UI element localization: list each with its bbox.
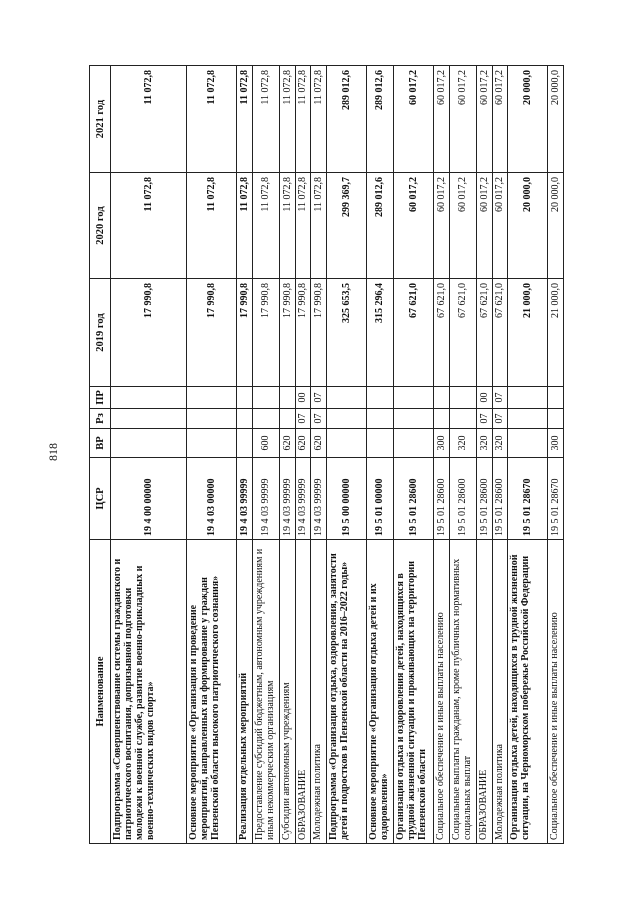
cell-vr: 320 bbox=[492, 429, 508, 458]
cell-rz bbox=[433, 409, 449, 429]
cell-pr: 00 bbox=[295, 387, 311, 409]
cell-csr: 19 4 03 00000 bbox=[186, 458, 236, 540]
cell-name: Молодежная политика bbox=[492, 540, 508, 844]
cell-2021: 20 000,0 bbox=[548, 66, 564, 173]
cell-2021: 60 017,2 bbox=[433, 66, 449, 173]
cell-name: ОБРАЗОВАНИЕ bbox=[295, 540, 311, 844]
cell-csr: 19 5 01 28600 bbox=[394, 458, 434, 540]
cell-csr: 19 5 01 28600 bbox=[476, 458, 492, 540]
table-row bbox=[548, 66, 564, 844]
cell-vr bbox=[186, 429, 236, 458]
cell-name: Реализация отдельных мероприятий bbox=[236, 540, 252, 844]
cell-2021: 11 072,8 bbox=[252, 66, 279, 173]
cell-2020: 60 017,2 bbox=[449, 173, 476, 279]
cell-name: Организация отдыха и оздоровления детей, находящихся в трудной жизненной ситуации и проживающих на территории Пензенской области bbox=[394, 540, 434, 844]
table-row bbox=[394, 66, 434, 844]
cell-2019: 315 296,4 bbox=[366, 279, 393, 387]
header-vr: ВР bbox=[90, 429, 111, 458]
header-2020: 2020 год bbox=[90, 173, 111, 279]
cell-csr: 19 5 01 28670 bbox=[548, 458, 564, 540]
cell-vr bbox=[236, 429, 252, 458]
cell-rz bbox=[279, 409, 295, 429]
cell-pr bbox=[186, 387, 236, 409]
cell-rz bbox=[366, 409, 393, 429]
table-row bbox=[327, 66, 367, 844]
cell-2019: 21 000,0 bbox=[548, 279, 564, 387]
cell-2020: 60 017,2 bbox=[492, 173, 508, 279]
cell-2021: 60 017,2 bbox=[492, 66, 508, 173]
cell-2019: 325 653,5 bbox=[327, 279, 367, 387]
cell-vr bbox=[508, 429, 548, 458]
cell-name: Социальное обеспечение и иные выплаты населению bbox=[433, 540, 449, 844]
cell-name: Основное мероприятие «Организация и проведение мероприятий, направленных на формирование у граждан Пензенской области высокого патриотического сознания» bbox=[186, 540, 236, 844]
cell-csr: 19 4 03 99999 bbox=[279, 458, 295, 540]
cell-csr: 19 4 00 00000 bbox=[111, 458, 187, 540]
cell-2020: 11 072,8 bbox=[111, 173, 187, 279]
cell-vr: 300 bbox=[433, 429, 449, 458]
cell-2020: 20 000,0 bbox=[548, 173, 564, 279]
cell-name: ОБРАЗОВАНИЕ bbox=[476, 540, 492, 844]
cell-rz bbox=[548, 409, 564, 429]
cell-rz bbox=[394, 409, 434, 429]
cell-2020: 11 072,8 bbox=[311, 173, 327, 279]
cell-csr: 19 4 03 99999 bbox=[311, 458, 327, 540]
cell-pr bbox=[548, 387, 564, 409]
cell-name: Субсидии автономным учреждениям bbox=[279, 540, 295, 844]
cell-vr bbox=[366, 429, 393, 458]
cell-vr: 320 bbox=[449, 429, 476, 458]
cell-2021: 20 000,0 bbox=[508, 66, 548, 173]
table-row bbox=[311, 66, 327, 844]
cell-vr bbox=[394, 429, 434, 458]
cell-rz bbox=[508, 409, 548, 429]
cell-2019: 67 621,0 bbox=[476, 279, 492, 387]
budget-table bbox=[89, 65, 564, 844]
cell-rz bbox=[327, 409, 367, 429]
cell-2020: 11 072,8 bbox=[279, 173, 295, 279]
cell-csr: 19 4 03 99999 bbox=[295, 458, 311, 540]
header-rz: Рз bbox=[90, 409, 111, 429]
cell-2021: 60 017,2 bbox=[449, 66, 476, 173]
cell-csr: 19 4 03 99999 bbox=[236, 458, 252, 540]
cell-2019: 17 990,8 bbox=[311, 279, 327, 387]
cell-csr: 19 4 03 99999 bbox=[252, 458, 279, 540]
cell-pr bbox=[508, 387, 548, 409]
cell-name: Социальное обеспечение и иные выплаты населению bbox=[548, 540, 564, 844]
cell-2019: 17 990,8 bbox=[252, 279, 279, 387]
cell-2020: 60 017,2 bbox=[433, 173, 449, 279]
header-csr: ЦСР bbox=[90, 458, 111, 540]
table-row bbox=[236, 66, 252, 844]
cell-rz bbox=[449, 409, 476, 429]
cell-2019: 67 621,0 bbox=[433, 279, 449, 387]
cell-rz bbox=[186, 409, 236, 429]
cell-2019: 67 621,0 bbox=[492, 279, 508, 387]
table-row bbox=[508, 66, 548, 844]
cell-vr bbox=[111, 429, 187, 458]
cell-2019: 67 621,0 bbox=[394, 279, 434, 387]
cell-2019: 17 990,8 bbox=[186, 279, 236, 387]
cell-name: Основное мероприятие «Организация отдыха детей и их оздоровления» bbox=[366, 540, 393, 844]
table-row bbox=[295, 66, 311, 844]
cell-2020: 289 012,6 bbox=[366, 173, 393, 279]
cell-rz: 07 bbox=[311, 409, 327, 429]
cell-pr bbox=[394, 387, 434, 409]
cell-rz bbox=[252, 409, 279, 429]
cell-2019: 67 621,0 bbox=[449, 279, 476, 387]
cell-name: Организация отдыха детей, находящихся в трудной жизненной ситуации, на Черноморском побережье Российской Федерации bbox=[508, 540, 548, 844]
cell-name: Подпрограмма «Совершенствование системы гражданского и патриотического воспитания, допризывной подготовки молодежи к военной службе, развитие военно-прикладных и военно-технических видов спорта» bbox=[111, 540, 187, 844]
cell-2020: 11 072,8 bbox=[186, 173, 236, 279]
cell-pr bbox=[252, 387, 279, 409]
cell-vr: 300 bbox=[548, 429, 564, 458]
page-number: 818 bbox=[46, 443, 60, 461]
table-row bbox=[476, 66, 492, 844]
table-row bbox=[449, 66, 476, 844]
cell-rz bbox=[111, 409, 187, 429]
cell-csr: 19 5 01 28600 bbox=[449, 458, 476, 540]
header-2019: 2019 год bbox=[90, 279, 111, 387]
cell-pr bbox=[433, 387, 449, 409]
cell-csr: 19 5 01 28600 bbox=[492, 458, 508, 540]
header-2021: 2021 год bbox=[90, 66, 111, 173]
cell-2020: 299 369,7 bbox=[327, 173, 367, 279]
cell-pr bbox=[111, 387, 187, 409]
table-row bbox=[492, 66, 508, 844]
cell-2020: 60 017,2 bbox=[394, 173, 434, 279]
cell-2019: 17 990,8 bbox=[279, 279, 295, 387]
cell-pr bbox=[449, 387, 476, 409]
cell-vr: 320 bbox=[476, 429, 492, 458]
table-row bbox=[186, 66, 236, 844]
table-row bbox=[252, 66, 279, 844]
cell-2019: 21 000,0 bbox=[508, 279, 548, 387]
cell-vr bbox=[327, 429, 367, 458]
cell-2021: 11 072,8 bbox=[186, 66, 236, 173]
cell-2019: 17 990,8 bbox=[295, 279, 311, 387]
cell-vr: 600 bbox=[252, 429, 279, 458]
cell-pr bbox=[327, 387, 367, 409]
header-pr: ПР bbox=[90, 387, 111, 409]
cell-name: Подпрограмма «Организация отдыха, оздоровления, занятости детей и подростков в Пензенской области на 2016–2022 годы» bbox=[327, 540, 367, 844]
cell-pr: 00 bbox=[476, 387, 492, 409]
cell-2021: 289 012,6 bbox=[327, 66, 367, 173]
cell-2021: 11 072,8 bbox=[111, 66, 187, 173]
cell-2020: 11 072,8 bbox=[236, 173, 252, 279]
cell-csr: 19 5 00 00000 bbox=[327, 458, 367, 540]
cell-csr: 19 5 01 28600 bbox=[433, 458, 449, 540]
cell-2021: 60 017,2 bbox=[394, 66, 434, 173]
cell-2020: 20 000,0 bbox=[508, 173, 548, 279]
table-row bbox=[366, 66, 393, 844]
cell-vr: 620 bbox=[279, 429, 295, 458]
cell-rz: 07 bbox=[295, 409, 311, 429]
cell-pr: 07 bbox=[311, 387, 327, 409]
cell-2019: 17 990,8 bbox=[111, 279, 187, 387]
cell-pr bbox=[236, 387, 252, 409]
cell-2021: 289 012,6 bbox=[366, 66, 393, 173]
cell-csr: 19 5 01 00000 bbox=[366, 458, 393, 540]
table-row bbox=[433, 66, 449, 844]
cell-rz bbox=[236, 409, 252, 429]
cell-vr: 620 bbox=[295, 429, 311, 458]
cell-rz: 07 bbox=[476, 409, 492, 429]
cell-name: Молодежная политика bbox=[311, 540, 327, 844]
cell-2021: 11 072,8 bbox=[236, 66, 252, 173]
table-row bbox=[111, 66, 187, 844]
cell-pr: 07 bbox=[492, 387, 508, 409]
cell-2020: 11 072,8 bbox=[252, 173, 279, 279]
cell-pr bbox=[366, 387, 393, 409]
cell-2021: 11 072,8 bbox=[295, 66, 311, 173]
cell-2021: 11 072,8 bbox=[279, 66, 295, 173]
cell-name: Социальные выплаты гражданам, кроме публичных нормативных социальных выплат bbox=[449, 540, 476, 844]
cell-pr bbox=[279, 387, 295, 409]
header-name: Наименование bbox=[90, 540, 111, 844]
table-header-row bbox=[90, 66, 111, 844]
cell-2021: 60 017,2 bbox=[476, 66, 492, 173]
cell-rz: 07 bbox=[492, 409, 508, 429]
cell-2019: 17 990,8 bbox=[236, 279, 252, 387]
table-row bbox=[279, 66, 295, 844]
cell-2020: 11 072,8 bbox=[295, 173, 311, 279]
table-body bbox=[111, 66, 564, 844]
cell-2021: 11 072,8 bbox=[311, 66, 327, 173]
cell-name: Предоставление субсидий бюджетным, автономным учреждениям и иным некоммерческим организациям bbox=[252, 540, 279, 844]
cell-2020: 60 017,2 bbox=[476, 173, 492, 279]
cell-vr: 620 bbox=[311, 429, 327, 458]
cell-csr: 19 5 01 28670 bbox=[508, 458, 548, 540]
